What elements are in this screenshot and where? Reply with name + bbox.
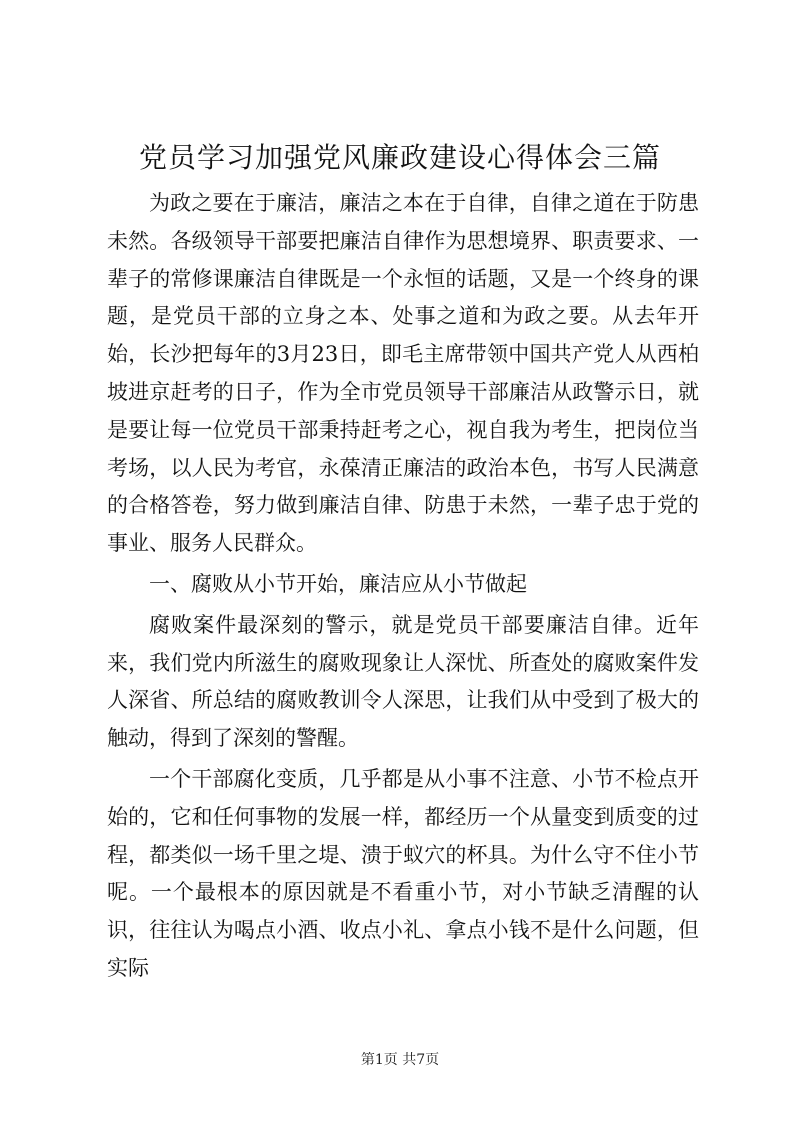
document-body — [107, 185, 699, 988]
page-number-footer: 第1页 共7页 — [360, 1052, 440, 1068]
paragraph-intro: 为政之要在于廉洁，廉洁之本在于自律，自律之道在于防患未然。各级领导干部要把廉洁自律作为思想境界、职责要求、一辈子的常修课廉洁自律既是一个永恒的话题，又是一个终身的课题，是党员干部的立身之本、处事之道和为政之要。从去年开始，长沙把每年的3月23日，即毛主席带领中国共产党人从西柏坡进京赶考的日子，作为全市党员领导干部廉洁从政警示日，就是要让每一位党员干部秉持赶考之心，视自我为考生，把岗位当考场，以人民为考官，永葆清正廉洁的政治本色，书写人民满意的合格答卷，努力做到廉洁自律、防患于未然，一辈子忠于党的事业、服务人民群众。 — [107, 191, 699, 556]
paragraph-warning: 腐败案件最深刻的警示，就是党员干部要廉洁自律。近年来，我们党内所滋生的腐败现象让人深忧、所查处的腐败案件发人深省、所总结的腐败教训令人深思，让我们从中受到了极大的触动，得到了深刻的警醒。 — [107, 612, 699, 751]
section-heading-1: 一、腐败从小节开始，廉洁应从小节做起 — [149, 571, 527, 596]
document-title: 党员学习加强党风廉政建设心得体会三篇 — [138, 141, 661, 174]
paragraph-corruption-details: 一个干部腐化变质，几乎都是从小事不注意、小节不检点开始的，它和任何事物的发展一样，都经历一个从量变到质变的过程，都类似一场千里之堤、溃于蚁穴的杯具。为什么守不住小节呢。一个最根本的原因就是不看重小节，对小节缺乏清醒的认识，往往认为喝点小酒、收点小礼、拿点小钱不是什么问题，但实际 — [107, 766, 699, 980]
